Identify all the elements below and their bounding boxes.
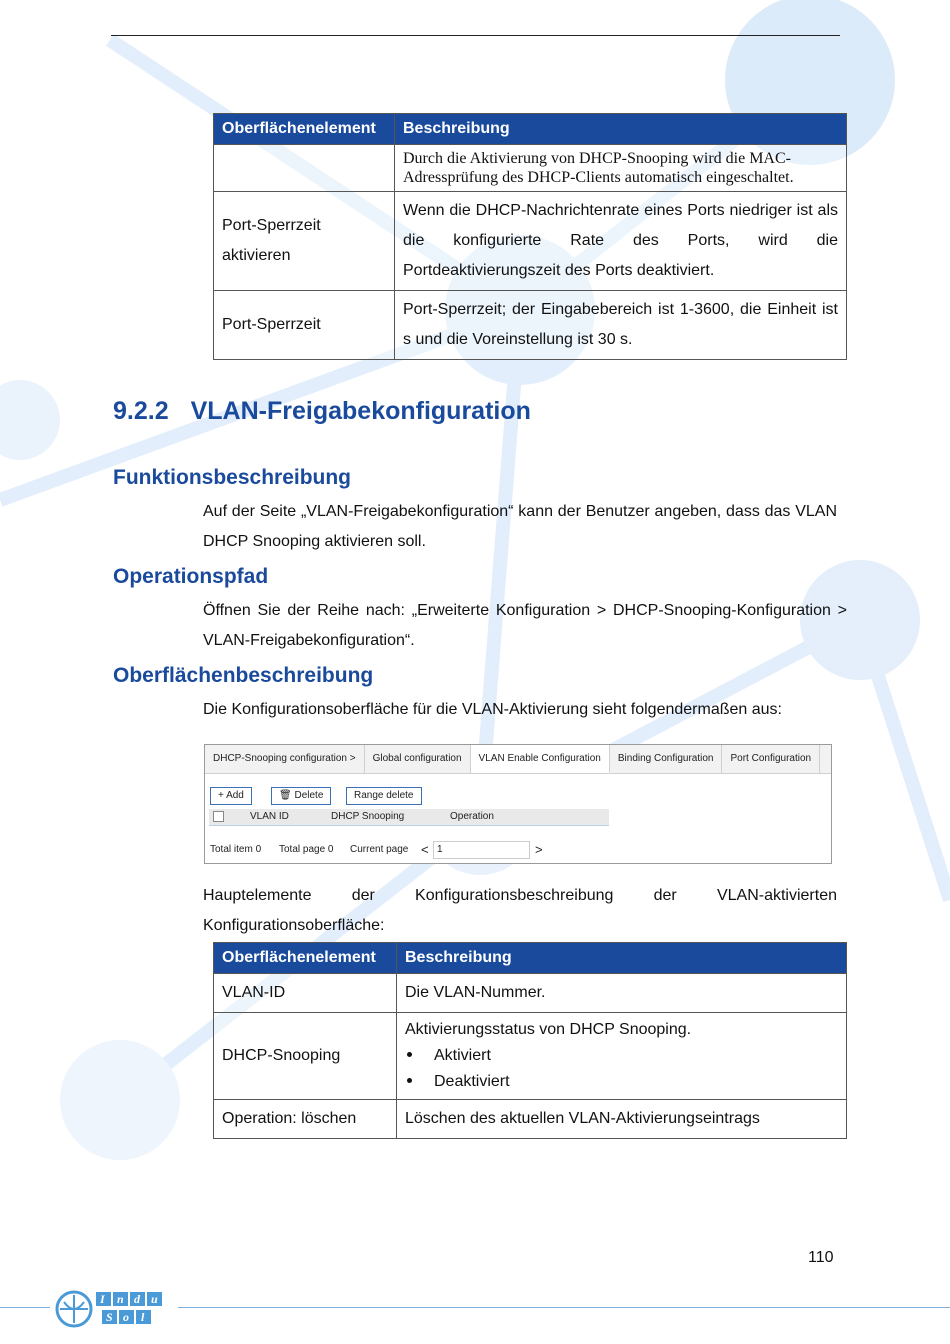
table1-cell-element: Port-Sperrzeit [214, 291, 395, 360]
tab-vlan-enable-configuration[interactable]: VLAN Enable Configuration [471, 745, 610, 773]
table1-cell-element: Port-Sperrzeit aktivieren [214, 192, 395, 291]
paragraph-oberflaechenbeschreibung: Die Konfigurationsoberfläche für die VLAN-Aktivierung sieht folgendermaßen aus: [203, 701, 782, 718]
grid-header [209, 809, 609, 826]
table-row [214, 192, 847, 291]
heading-oberflaechenbeschreibung: Oberflächenbeschreibung [113, 664, 374, 687]
interface-table-1 [213, 113, 847, 360]
indusol-logo [54, 1288, 172, 1330]
interface-table-2 [213, 942, 847, 1139]
table-row [214, 291, 847, 360]
chevron-right-icon[interactable]: > [535, 842, 543, 857]
column-operation: Operation [450, 811, 494, 822]
tab-port-configuration[interactable]: Port Configuration [722, 745, 820, 773]
table1-cell-description: Port-Sperrzeit; der Eingabebereich ist 1-3600, die Einheit ist s und die Voreinstellung ist 30 s. [395, 291, 847, 360]
list-item [405, 1043, 838, 1069]
tab-binding-configuration[interactable]: Binding Configuration [610, 745, 723, 773]
bullet-icon [407, 1078, 412, 1083]
table1-cell-description: Durch die Aktivierung von DHCP-Snooping wird die MAC-Adressprüfung des DHCP-Clients automatisch eingeschaltet. [395, 145, 847, 192]
add-button[interactable]: + Add [210, 787, 252, 805]
table2-cell-description [397, 1013, 847, 1100]
table2-header-description: Beschreibung [397, 943, 847, 974]
total-item-label: Total item 0 [210, 844, 262, 855]
svg-text:o: o [123, 1310, 129, 1324]
table-row [214, 145, 847, 192]
config-screenshot [204, 744, 832, 864]
delete-button-label: Delete [294, 790, 324, 801]
table2-cell-element: DHCP-Snooping [214, 1013, 397, 1100]
delete-button[interactable] [271, 787, 331, 805]
table2-cell-element: Operation: löschen [214, 1100, 397, 1139]
column-vlan-id: VLAN ID [250, 811, 289, 822]
chevron-left-icon[interactable]: < [421, 842, 429, 857]
footer-rule-right [178, 1307, 950, 1308]
table2-cell-description: Die VLAN-Nummer. [397, 974, 847, 1013]
range-delete-button[interactable]: Range delete [346, 787, 422, 805]
page-number: 110 [808, 1249, 834, 1266]
tab-bar [205, 745, 831, 774]
current-page-label: Current page [350, 844, 409, 855]
table2-header-element: Oberflächenelement [214, 943, 397, 974]
table1-header-description: Beschreibung [395, 114, 847, 145]
svg-text:n: n [117, 1292, 124, 1306]
section-title: VLAN-Freigabekonfiguration [190, 397, 531, 425]
table1-cell-element [214, 145, 395, 192]
column-dhcp-snooping: DHCP Snooping [331, 811, 405, 822]
total-page-label: Total page 0 [279, 844, 334, 855]
svg-text:l: l [141, 1310, 145, 1324]
heading-funktionsbeschreibung: Funktionsbeschreibung [113, 466, 352, 489]
table-row [214, 974, 847, 1013]
list-item [405, 1069, 838, 1095]
page-number-input[interactable]: 1 [433, 841, 530, 859]
footer-rule-left [0, 1307, 50, 1308]
table-row [214, 1013, 847, 1100]
dhcp-snooping-description: Aktivierungsstatus von DHCP Snooping. [405, 1021, 692, 1038]
svg-text:d: d [134, 1292, 140, 1306]
table1-cell-description: Wenn die DHCP-Nachrichtenrate eines Ports niedriger ist als die konfigurierte Rate des Ports, wird die Portdeaktivierungszeit des Ports deaktiviert. [395, 192, 847, 291]
paragraph-funktionsbeschreibung: Auf der Seite „VLAN-Freigabekonfiguration“ kann der Benutzer angeben, dass das VLAN DHCP Snooping aktivieren soll. [203, 503, 837, 550]
table2-cell-description: Löschen des aktuellen VLAN-Aktivierungseintrags [397, 1100, 847, 1139]
select-all-checkbox[interactable] [213, 811, 224, 822]
table2-cell-element: VLAN-ID [214, 974, 397, 1013]
svg-text:I: I [100, 1292, 105, 1306]
svg-text:u: u [151, 1292, 158, 1306]
tab-dhcp-snooping-configuration[interactable]: DHCP-Snooping configuration > [205, 745, 365, 773]
table-row [214, 1100, 847, 1139]
section-heading [113, 397, 531, 426]
tab-global-configuration[interactable]: Global configuration [365, 745, 471, 773]
trash-icon: 🗑 [279, 790, 295, 801]
section-number: 9.2.2 [113, 397, 169, 425]
table1-header-element: Oberflächenelement [214, 114, 395, 145]
heading-operationspfad: Operationspfad [113, 565, 269, 588]
paragraph-hauptelemente: Hauptelemente der Konfigurationsbeschreibung der VLAN-aktivierten Konfigurationsoberfläche: [203, 887, 837, 934]
bullet-text: Deaktiviert [434, 1073, 510, 1090]
svg-text:S: S [106, 1310, 113, 1324]
bullet-text: Aktiviert [434, 1047, 491, 1064]
header-rule [111, 35, 840, 36]
paragraph-operationspfad: Öffnen Sie der Reihe nach: „Erweiterte Konfiguration > DHCP-Snooping-Konfiguration > VLAN-Freigabekonfiguration“. [203, 602, 847, 649]
bullet-icon [407, 1052, 412, 1057]
